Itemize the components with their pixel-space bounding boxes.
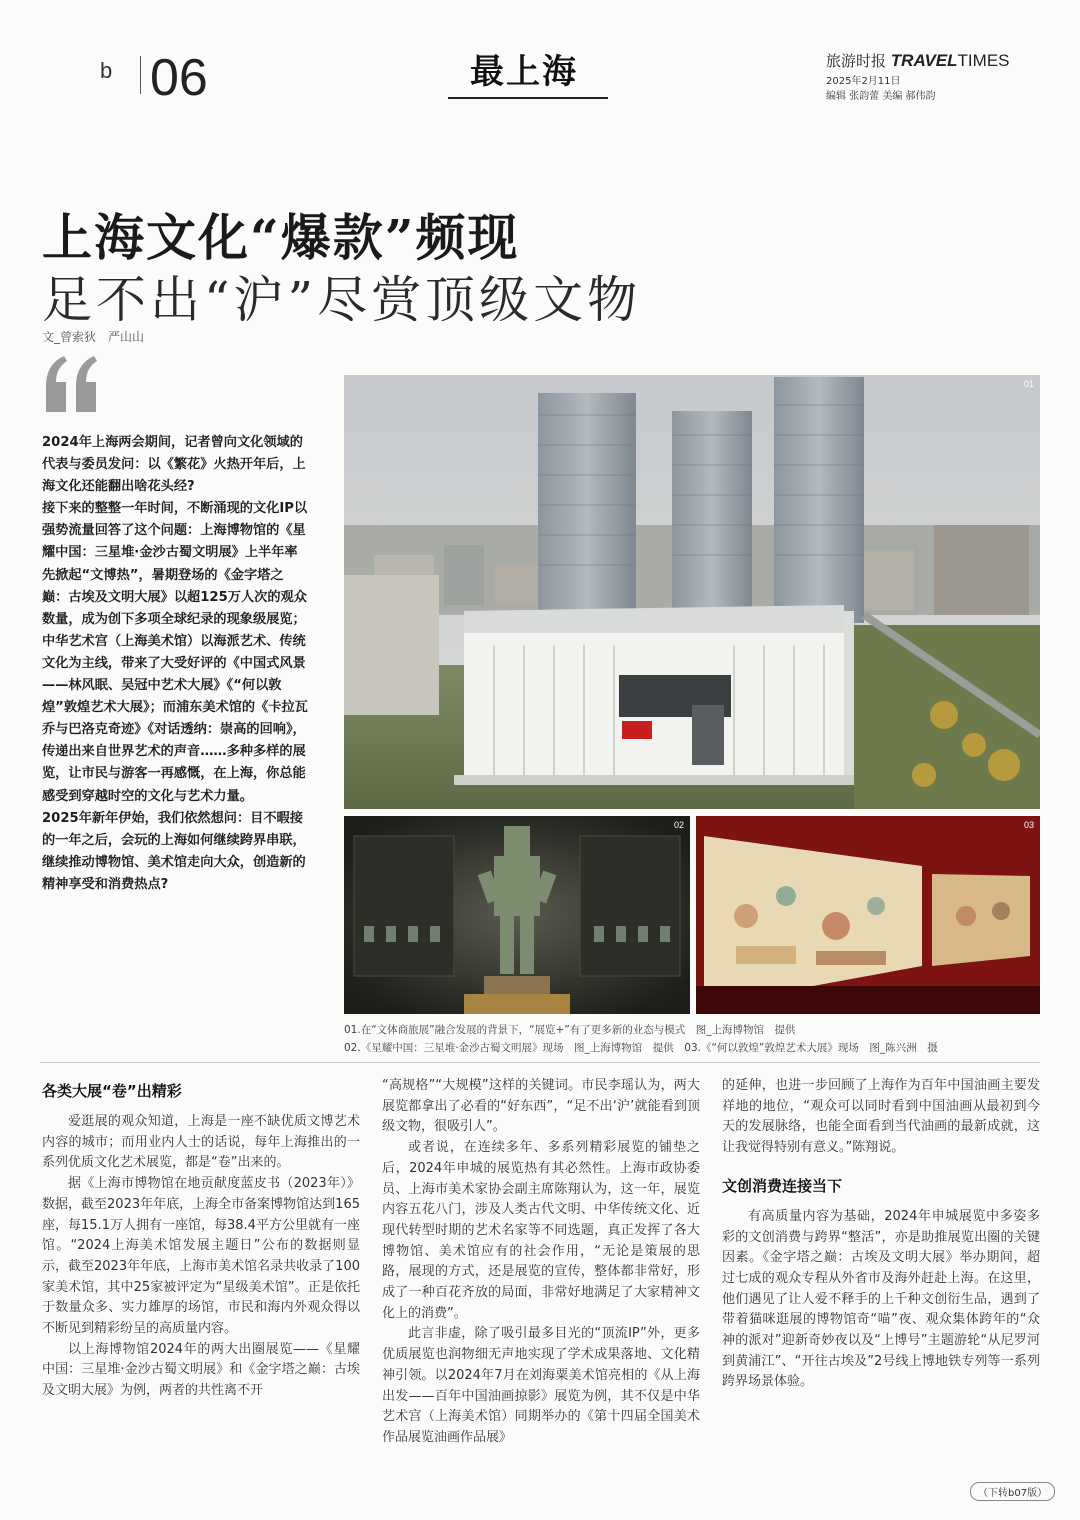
section-divider: [40, 1062, 1040, 1063]
section-letter: b: [100, 58, 115, 83]
paper-name: [826, 50, 1010, 71]
body-paragraph: 爱逛展的观众知道，上海是一座不缺优质文博艺术内容的城市；而用业内人士的话说，每年上海推出的一系列优质文化艺术展览，都是“卷”出来的。: [42, 1114, 360, 1171]
photo-label-02: 02: [673, 820, 684, 830]
museum-building-photo: [344, 375, 1040, 809]
paper-name-cn: 旅游时报: [826, 52, 887, 70]
editor-credits: 编辑 张韵蕾 美编 郝伟韵: [826, 91, 936, 102]
section-heading: 各类大展“卷”出精彩: [42, 1082, 182, 1100]
bronze-figure-illustration: [344, 816, 690, 1014]
body-paragraph: 的延伸，也进一步回顾了上海作为百年中国油画主要发祥地的地位，“观众可以同时看到中国油画从最初到今天的发展脉络，也能全面看到当代油画的最新成就，这让我觉得特别有意义。”陈翔说。: [722, 1078, 1040, 1156]
body-paragraph: 有高质量内容为基础，2024年申城展览中多姿多彩的文创消费与跨界“整活”，亦是助推展览出圈的关键因素。《金字塔之巅：古埃及文明大展》举办期间，超过七成的观众专程从外省市及海外赶赴上海。在这里，他们遇见了让人爱不释手的上千种文创衍生品，遇到了带着猫咪逛展的博物馆奇“喵”夜、观众集体跨年的“众神的派对”迎新奇妙夜以及“上博号”主题游轮“从尼罗河到黄浦江”、“开往古埃及”2号线上博地铁专列等一系列跨界场景体验。: [722, 1208, 1040, 1390]
dunhuang-exhibit-photo: [696, 816, 1040, 1014]
lead-paragraph: 2024年上海两会期间，记者曾向文化领域的代表与委员发问：以《繁花》火热开年后，上海文化还能翻出啥花头经?: [42, 435, 306, 495]
body-column-3: [722, 1076, 1040, 1393]
photo-label-01: 01: [1023, 379, 1034, 389]
header-divider: [140, 56, 141, 94]
paper-name-en-bold: TRAVEL: [890, 51, 958, 70]
page-number: 06: [150, 49, 208, 107]
lead-paragraph: 接下来的整整一年时间，不断涌现的文化IP以强势流量回答了这个问题：上海博物馆的《星耀中国：三星堆·金沙古蜀文明展》上半年率先掀起“文博热”，暑期登场的《金字塔之巅：古埃及文明大展》以超125万人次的观众数量，成为创下多项全球纪录的现象级展览；中华艺术宫（上海美术馆）以海派艺术、传统文化为主线，带来了大受好评的《中国式风景——林风眠、吴冠中艺术大展》《“何以敦煌”敦煌艺术大展》；而浦东美术馆的《卡拉瓦乔与巴洛克奇迹》《对话透纳：崇高的回响》，传递出来自世界艺术的声音……多种多样的展览，让市民与游客一再感慨，在上海，你总能感受到穿越时空的文化与艺术力量。: [42, 501, 308, 804]
photo-caption: 01.在“文体商旅展”融合发展的背景下，“展览+”有了更多新的业态与模式 图_上海博物馆 提供: [344, 1024, 796, 1036]
body-paragraph: 以上海博物馆2024年的两大出圈展览——《星耀中国：三星堆·金沙古蜀文明展》和《金字塔之巅：古埃及文明大展》为例，两者的共性离不开: [42, 1341, 360, 1399]
lead-paragraphs: [42, 432, 308, 896]
lead-paragraph: 2025年新年伊始，我们依然想问：目不暇接的一年之后，会玩的上海如何继续跨界串联，继续推动博物馆、美术馆走向大众，创造新的精神享受和消费热点?: [42, 810, 306, 892]
paper-name-en: TIMES: [957, 51, 1010, 70]
quote-mark-icon: [42, 352, 102, 416]
byline: 文_曾索狄 严山山: [42, 330, 145, 344]
body-paragraph: 据《上海市博物馆在地贡献度蓝皮书（2023年）》数据，截至2023年年底，上海全市备案博物馆达到165座，每15.1万人拥有一座馆，每38.4平方公里就有一座馆。“2024上海美术馆发展主题日”公布的数据则显示，截至2023年年底，上海市美术馆名录共收录了100家美术馆，其中25家被评定为“星级美术馆”。正是依托于数量众多、实力雄厚的场馆，市民和海内外观众得以不断见到精彩纷呈的高质量内容。: [42, 1176, 360, 1337]
section-heading: 文创消费连接当下: [722, 1176, 843, 1195]
museum-red-sign: [622, 721, 652, 739]
continued-on-note: （下转b07版）: [970, 1482, 1055, 1501]
spacer: [722, 1159, 1040, 1171]
body-column-2: [382, 1076, 700, 1449]
body-column-1: [42, 1076, 360, 1402]
headline: 上海文化“爆款”频现: [42, 208, 520, 267]
masthead-underline: [448, 97, 608, 99]
masthead-title: 最上海: [470, 52, 578, 92]
sanxingdui-exhibit-photo: [344, 816, 690, 1014]
museum-aerial-illustration: [344, 375, 1040, 809]
body-paragraph: 此言非虚，除了吸引最多目光的“顶流IP”外，更多优质展览也润物细无声地实现了学术成果落地、文化精神引领。以2024年7月在刘海粟美术馆亮相的《从上海出发——百年中国油画掠影》展览为例，其不仅是中华艺术宫（上海美术馆）同期举办的《第十四届全国美术作品展览油画作品展》: [382, 1326, 700, 1445]
body-paragraph: 或者说，在连续多年、多系列精彩展览的铺垫之后，2024年申城的展览热有其必然性。上海市政协委员、上海市美术家协会副主席陈翔认为，这一年，展览内容五花八门，涉及人类古代文明、中华传统文化、近现代转型时期的艺术名家等不同选题，真正发挥了各大博物馆、美术馆应有的社会作用，“无论是策展的思路，展现的方式，还是展览的宣传，整体都非常好，形成了一种百花齐放的局面，非常好地满足了大家精神文化上的消费”。: [382, 1140, 700, 1321]
photo-label-03: 03: [1023, 820, 1034, 830]
photo-caption: 02.《星耀中国：三星堆·金沙古蜀文明展》现场 图_上海博物馆 提供 03.《“何以敦煌”敦煌艺术大展》现场 图_陈兴洲 摄: [344, 1042, 938, 1054]
body-paragraph: “高规格”“大规模”这样的关键词。市民李瑶认为，两大展览都拿出了必看的“好东西”，“足不出‘沪’就能看到顶级文物，很吸引人”。: [382, 1078, 700, 1135]
subheadline: 足不出“沪”尽赏顶级文物: [42, 271, 642, 329]
dunhuang-mural-illustration: [696, 816, 1040, 1014]
issue-date: 2025年2月11日: [826, 76, 901, 87]
